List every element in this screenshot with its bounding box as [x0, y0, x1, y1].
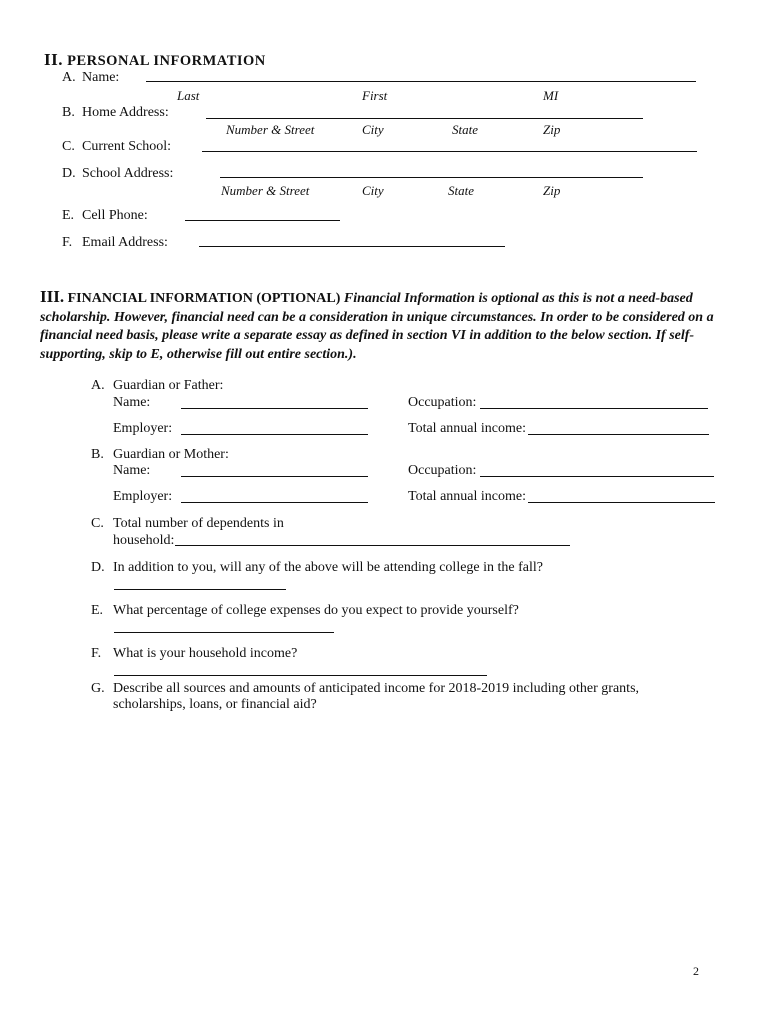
guardian-mother-label: Guardian or Mother:	[113, 447, 229, 462]
item-letter: E.	[91, 603, 104, 618]
father-employer-label: Employer:	[113, 421, 173, 436]
father-income-field[interactable]	[528, 434, 709, 435]
current-school-label: Current School:	[82, 139, 172, 154]
item-letter: A.	[62, 70, 76, 85]
income-sources-question-line2: scholarships, loans, or financial aid?	[113, 697, 317, 712]
name-field[interactable]	[146, 81, 696, 82]
school-address-label: School Address:	[82, 166, 174, 181]
home-sub-state: State	[452, 122, 478, 137]
financial-intro-block	[40, 288, 720, 364]
mother-employer-field[interactable]	[181, 502, 368, 503]
name-sub-mi: MI	[543, 88, 559, 103]
mother-income-label: Total annual income:	[408, 489, 526, 504]
attending-college-field[interactable]	[114, 589, 286, 590]
section-title: PERSONAL INFORMATION	[67, 53, 266, 69]
income-sources-question-line1: Describe all sources and amounts of anticipated income for 2018-2019 including other grants,	[113, 681, 640, 696]
item-letter: C.	[62, 139, 75, 154]
guardian-father-label: Guardian or Father:	[113, 378, 224, 393]
item-letter: D.	[62, 166, 76, 181]
mother-name-label: Name:	[113, 463, 151, 478]
mother-income-field[interactable]	[528, 502, 715, 503]
item-letter: E.	[62, 208, 75, 223]
mother-occupation-field[interactable]	[480, 476, 714, 477]
household-income-question: What is your household income?	[113, 646, 298, 661]
item-letter: B.	[91, 447, 104, 462]
saddr-sub-state: State	[448, 183, 474, 198]
item-letter: A.	[91, 378, 105, 393]
mother-employer-label: Employer:	[113, 489, 173, 504]
saddr-sub-street: Number & Street	[221, 183, 310, 198]
attending-college-question: In addition to you, will any of the above will be attending college in the fall?	[113, 560, 543, 575]
item-letter: G.	[91, 681, 105, 696]
name-sub-last: Last	[177, 88, 200, 103]
mother-occupation-label: Occupation:	[408, 463, 477, 478]
expense-percentage-field[interactable]	[114, 632, 334, 633]
mother-name-field[interactable]	[181, 476, 368, 477]
current-school-field[interactable]	[202, 151, 697, 152]
email-label: Email Address:	[82, 235, 168, 250]
home-address-label: Home Address:	[82, 105, 169, 120]
expense-percentage-question: What percentage of college expenses do you expect to provide yourself?	[113, 603, 519, 618]
email-field[interactable]	[199, 246, 505, 247]
school-address-field[interactable]	[220, 177, 643, 178]
section-title: FINANCIAL INFORMATION (OPTIONAL)	[67, 291, 341, 306]
cell-phone-field[interactable]	[185, 220, 340, 221]
item-letter: F.	[91, 646, 102, 661]
section-number: II.	[44, 50, 63, 69]
section-heading-personal	[44, 50, 266, 70]
financial-intro-text: Financial Information is optional as this is not a need-based scholarship. However, financial need can be a consideration in unique circumstances. In order to be considered on a financial need basis, please write a separate essay as defined in section VI in addition to the below section. If self-supporting, skip to E, otherwise fill out entire section.).	[40, 291, 714, 362]
page-number: 2	[693, 964, 699, 978]
father-employer-field[interactable]	[181, 434, 368, 435]
home-sub-city: City	[362, 122, 384, 137]
household-income-field[interactable]	[114, 675, 487, 676]
father-name-label: Name:	[113, 395, 151, 410]
name-sub-first: First	[362, 88, 388, 103]
section-number: III.	[40, 287, 65, 306]
item-letter: B.	[62, 105, 75, 120]
home-sub-street: Number & Street	[226, 122, 315, 137]
dependents-label-line1: Total number of dependents in	[113, 516, 284, 531]
item-letter: D.	[91, 560, 105, 575]
home-sub-zip: Zip	[543, 122, 561, 137]
father-occupation-field[interactable]	[480, 408, 708, 409]
cell-phone-label: Cell Phone:	[82, 208, 148, 223]
income-sources-answer-area[interactable]	[113, 716, 713, 946]
home-address-field[interactable]	[206, 118, 643, 119]
saddr-sub-zip: Zip	[543, 183, 561, 198]
item-letter: C.	[91, 516, 104, 531]
dependents-label-line2: household:	[113, 533, 175, 548]
item-letter: F.	[62, 235, 73, 250]
father-occupation-label: Occupation:	[408, 395, 477, 410]
name-label: Name:	[82, 70, 120, 85]
saddr-sub-city: City	[362, 183, 384, 198]
father-income-label: Total annual income:	[408, 421, 526, 436]
dependents-field[interactable]	[175, 545, 570, 546]
father-name-field[interactable]	[181, 408, 368, 409]
